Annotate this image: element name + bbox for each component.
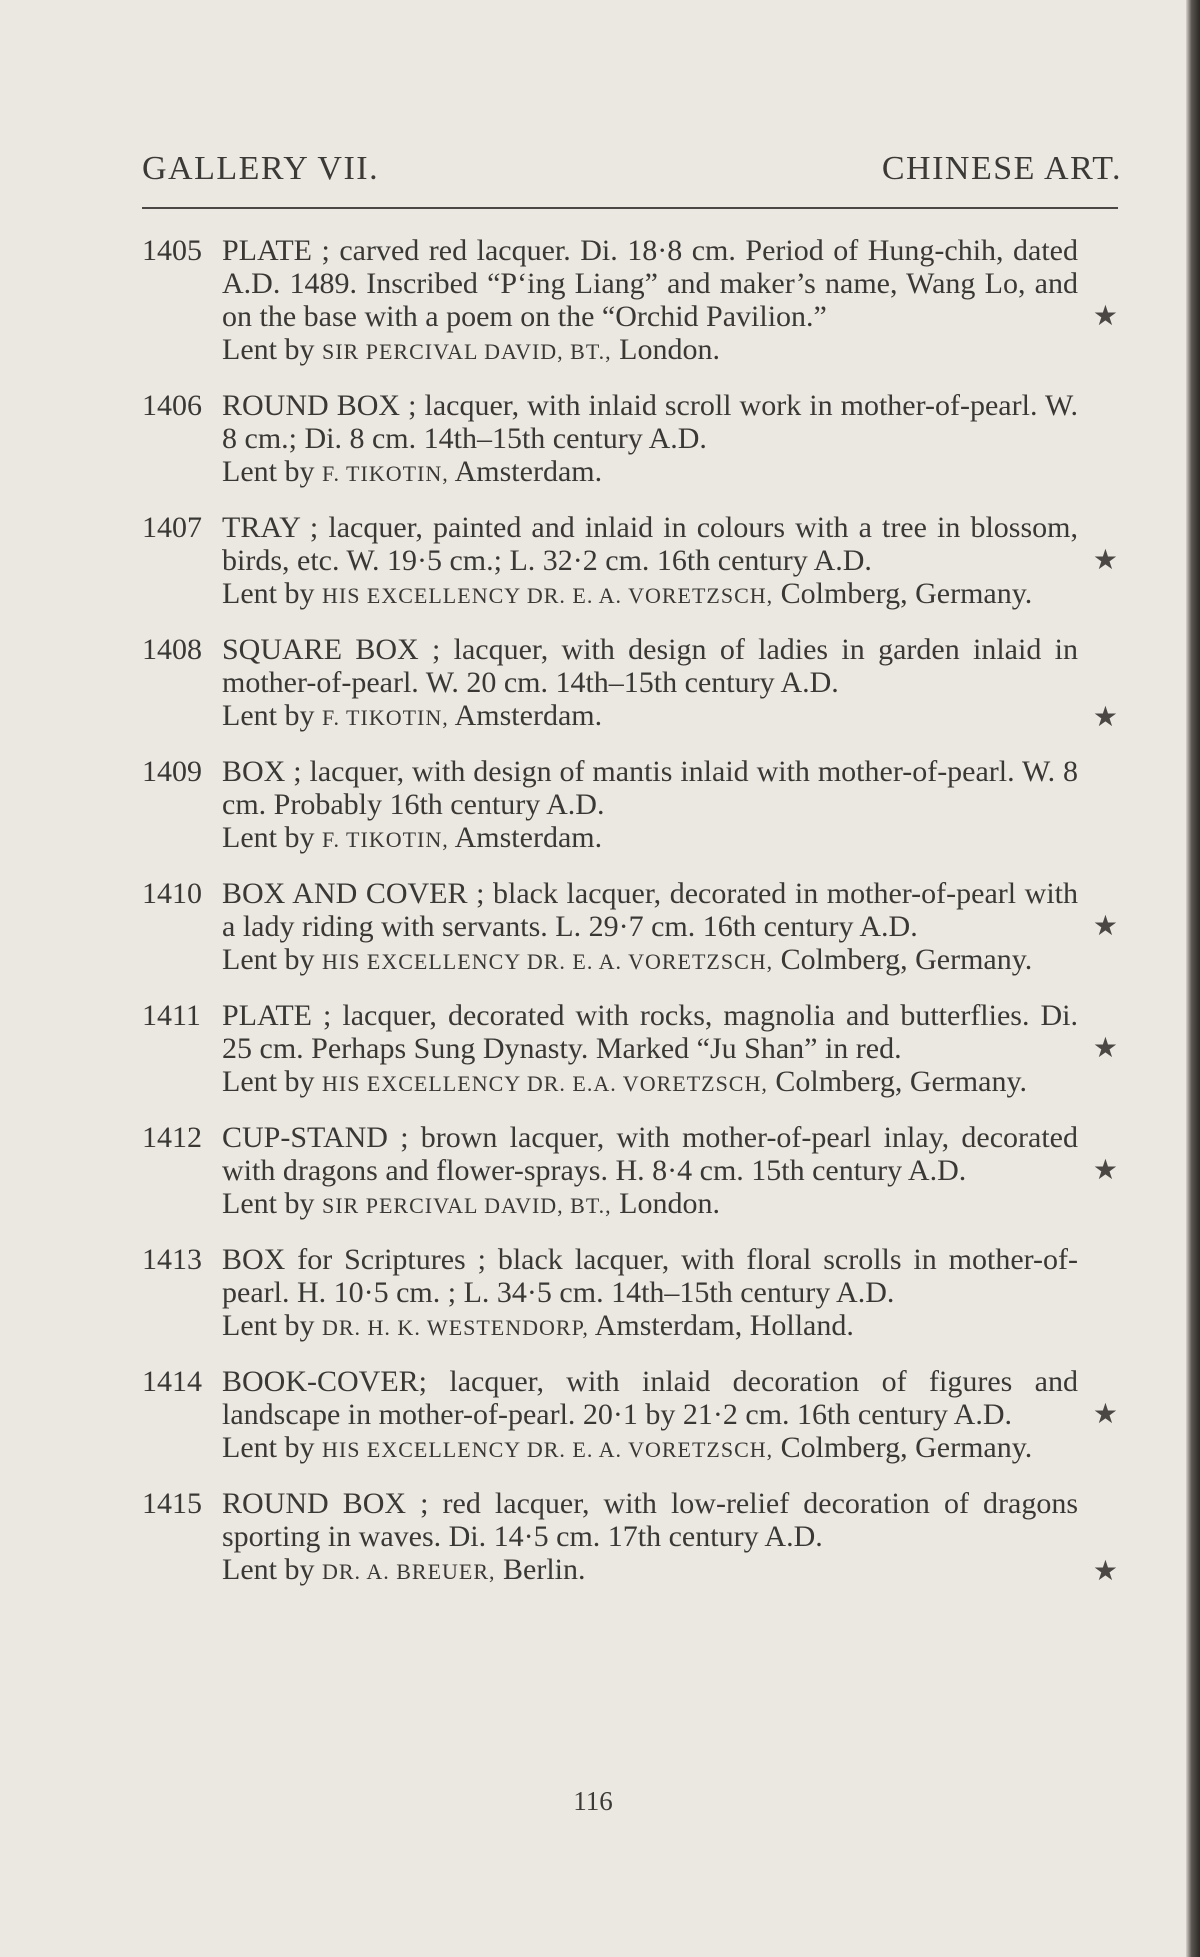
entry-body — [222, 511, 1118, 612]
lender-prefix: Lent by — [222, 333, 315, 366]
entry-body — [222, 633, 1118, 734]
page-number: 116 — [573, 1786, 613, 1816]
entry-title: PLATE — [222, 234, 312, 267]
lender-name: HIS EXCELLENCY DR. E. A. VORETZSCH, — [321, 949, 774, 974]
entry-body — [222, 877, 1118, 978]
entry-lender — [222, 1553, 1118, 1588]
entry-separator: ; — [285, 755, 310, 788]
entry-separator: ; — [467, 877, 494, 910]
star-icon: ★ — [1092, 301, 1118, 332]
entry-title: CUP-STAND — [222, 1121, 388, 1154]
lender-name: SIR PERCIVAL DAVID, BT., — [321, 1193, 612, 1218]
entry-separator: ; — [387, 1121, 421, 1154]
lender-name: DR. H. K. WESTENDORP, — [321, 1315, 589, 1340]
lender-prefix: Lent by — [222, 455, 315, 488]
catalog-entry — [142, 1365, 1132, 1466]
entry-desc-text: lacquer, decorated with rocks, magnolia and butterflies. Di. 25 cm. Perhaps Sung Dynasty. Marked “Ju Shan” in red. — [222, 999, 1078, 1065]
entry-description — [222, 234, 1118, 333]
entry-separator: ; — [312, 234, 340, 267]
book-spine-edge — [1186, 0, 1200, 1957]
entry-desc-text: lacquer, with inlaid scroll work in mother-of-pearl. W. 8 cm.; Di. 8 cm. 14th–15th century A.D. — [222, 389, 1079, 455]
entry-title: ROUND BOX — [222, 1487, 407, 1520]
entry-body — [222, 1365, 1118, 1466]
entry-title: ROUND BOX — [222, 389, 401, 422]
entry-number: 1405 — [142, 234, 202, 267]
lender-prefix: Lent by — [222, 1431, 315, 1464]
entry-description — [222, 877, 1118, 943]
lender-prefix: Lent by — [222, 821, 315, 854]
header-section: CHINESE ART. — [881, 150, 1122, 187]
entry-number: 1415 — [142, 1487, 202, 1520]
entry-desc-text: black lacquer, with floral scrolls in mother-of-pearl. H. 10·5 cm. ; L. 34·5 cm. 14th–15th century A.D. — [222, 1243, 1078, 1309]
entry-separator: ; — [400, 389, 425, 422]
entry-description — [222, 999, 1118, 1065]
entry-description — [222, 755, 1118, 821]
lender-place: London. — [619, 1187, 720, 1220]
entry-description — [222, 1487, 1118, 1553]
entry-desc-text: lacquer, with design of ladies in garden inlaid in mother-of-pearl. W. 20 cm. 14th–15th century A.D. — [222, 633, 1078, 699]
lender-place: Colmberg, Germany. — [775, 1065, 1027, 1098]
header-rule — [142, 207, 1118, 209]
entry-number: 1410 — [142, 877, 202, 910]
catalog-entries — [142, 234, 1132, 1609]
star-icon: ★ — [1092, 702, 1118, 733]
catalog-entry — [142, 511, 1132, 612]
entry-lender — [222, 1187, 1118, 1222]
entry-title: BOX — [222, 755, 286, 788]
lender-place: Colmberg, Germany. — [780, 577, 1033, 610]
entry-title: BOX for Scriptures — [222, 1243, 466, 1276]
catalog-entry — [142, 234, 1132, 368]
lender-prefix: Lent by — [222, 699, 315, 732]
entry-description — [222, 511, 1118, 577]
lender-name: F. TIKOTIN, — [321, 705, 449, 730]
entry-title: PLATE — [222, 999, 312, 1032]
catalog-entry — [142, 755, 1132, 856]
entry-number: 1408 — [142, 633, 202, 666]
entry-number: 1412 — [142, 1121, 202, 1154]
lender-name: HIS EXCELLENCY DR. E. A. VORETZSCH, — [321, 583, 774, 608]
lender-prefix: Lent by — [222, 1065, 315, 1098]
entry-body — [222, 1243, 1118, 1344]
lender-name: HIS EXCELLENCY DR. E.A. VORETZSCH, — [321, 1071, 768, 1096]
entry-separator: ; — [465, 1243, 498, 1276]
lender-name: HIS EXCELLENCY DR. E. A. VORETZSCH, — [321, 1437, 774, 1462]
entry-lender — [222, 577, 1118, 612]
entry-title: BOX AND COVER — [222, 877, 468, 910]
entry-desc-text: black lacquer, decorated in mother-of-pearl with a lady riding with servants. L. 29·7 cm. 16th century A.D. — [222, 877, 1078, 943]
lender-name: SIR PERCIVAL DAVID, BT., — [321, 339, 612, 364]
entry-lender — [222, 699, 1118, 734]
entry-lender — [222, 1309, 1118, 1344]
entry-title: SQUARE BOX — [222, 633, 419, 666]
entry-lender — [222, 1431, 1118, 1466]
entry-separator: ; — [312, 999, 343, 1032]
catalog-entry — [142, 999, 1132, 1100]
lender-place: Colmberg, Germany. — [780, 1431, 1033, 1464]
entry-lender — [222, 1065, 1118, 1100]
entry-separator: ; — [299, 511, 329, 544]
entry-desc-text: red lacquer, with low-relief decoration of dragons sporting in waves. Di. 14·5 cm. 17th century A.D. — [222, 1487, 1078, 1553]
lender-place: London. — [619, 333, 720, 366]
lender-place: Berlin. — [503, 1553, 586, 1586]
lender-prefix: Lent by — [222, 1553, 315, 1586]
entry-number: 1411 — [142, 999, 201, 1032]
entry-description — [222, 1121, 1118, 1187]
entry-title: BOOK-COVER — [222, 1365, 419, 1398]
star-icon: ★ — [1092, 1399, 1118, 1430]
entry-lender — [222, 821, 1118, 856]
lender-place: Colmberg, Germany. — [780, 943, 1033, 976]
entry-description — [222, 1243, 1118, 1309]
entry-lender — [222, 455, 1118, 490]
star-icon: ★ — [1092, 1556, 1118, 1587]
star-icon: ★ — [1092, 1155, 1118, 1186]
entry-body — [222, 1121, 1118, 1222]
entry-separator: ; — [418, 633, 454, 666]
lender-prefix: Lent by — [222, 577, 315, 610]
lender-place: Amsterdam. — [454, 699, 603, 732]
lender-prefix: Lent by — [222, 1187, 315, 1220]
catalog-entry — [142, 1121, 1132, 1222]
entry-desc-text: lacquer, painted and inlaid in colours with a tree in blossom, birds, etc. W. 19·5 cm.; L. 32·2 cm. 16th century A.D. — [222, 511, 1078, 577]
catalog-entry — [142, 389, 1132, 490]
running-header — [142, 150, 1122, 188]
entry-description — [222, 633, 1118, 699]
entry-body — [222, 234, 1118, 368]
entry-separator: ; — [418, 1365, 450, 1398]
entry-body — [222, 1487, 1118, 1588]
entry-lender — [222, 943, 1118, 978]
lender-place: Amsterdam. — [454, 821, 603, 854]
entry-description — [222, 389, 1118, 455]
entry-desc-text: carved red lacquer. Di. 18·8 cm. Period of Hung-chih, dated A.D. 1489. Inscribed “P‘ing Liang” and maker’s name, Wang Lo, and on the base with a poem on the “Orchid Pavilion.” — [222, 234, 1078, 333]
entry-number: 1413 — [142, 1243, 202, 1276]
entry-number: 1406 — [142, 389, 202, 422]
entry-body — [222, 999, 1118, 1100]
catalog-entry — [142, 1243, 1132, 1344]
entry-separator: ; — [406, 1487, 443, 1520]
lender-name: F. TIKOTIN, — [321, 461, 449, 486]
entry-desc-text: lacquer, with design of mantis inlaid with mother-of-pearl. W. 8 cm. Probably 16th century A.D. — [222, 755, 1078, 821]
star-icon: ★ — [1092, 911, 1118, 942]
entry-body — [222, 755, 1118, 856]
lender-name: DR. A. BREUER, — [321, 1559, 496, 1584]
catalog-entry — [142, 877, 1132, 978]
header-gallery: GALLERY VII. — [142, 150, 380, 187]
entry-number: 1409 — [142, 755, 202, 788]
lender-name: F. TIKOTIN, — [321, 827, 449, 852]
entry-title: TRAY — [222, 511, 300, 544]
entry-number: 1407 — [142, 511, 202, 544]
entry-desc-text: brown lacquer, with mother-of-pearl inlay, decorated with dragons and flower-sprays. H. 8·4 cm. 15th century A.D. — [222, 1121, 1078, 1187]
star-icon: ★ — [1092, 545, 1118, 576]
catalog-entry — [142, 633, 1132, 734]
entry-desc-text: lacquer, with inlaid decoration of figures and landscape in mother-of-pearl. 20·1 by 21·2 cm. 16th century A.D. — [222, 1365, 1078, 1431]
lender-prefix: Lent by — [222, 1309, 315, 1342]
lender-place: Amsterdam. — [454, 455, 603, 488]
entry-description — [222, 1365, 1118, 1431]
lender-prefix: Lent by — [222, 943, 315, 976]
entry-lender — [222, 333, 1118, 368]
catalog-entry — [142, 1487, 1132, 1588]
entry-number: 1414 — [142, 1365, 202, 1398]
lender-place: Amsterdam, Holland. — [594, 1309, 854, 1342]
star-icon: ★ — [1092, 1033, 1118, 1064]
entry-body — [222, 389, 1118, 490]
